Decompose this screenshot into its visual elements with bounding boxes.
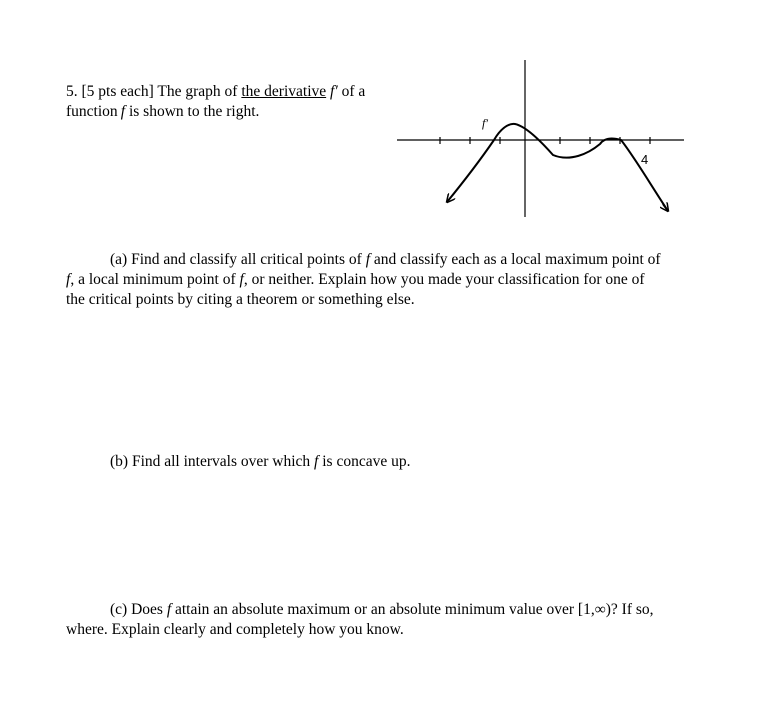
part-a-line2-end: , or neither. Explain how you made your classification for one of [243,271,645,288]
f-symbol: f [166,601,172,618]
intro-line2: function [66,103,118,120]
f-prime-symbol: f′ [330,83,338,100]
f-symbol: f [66,271,71,288]
curve-label: f′ [482,116,488,130]
part-b-text-end: is concave up. [322,453,411,470]
f-symbol: f [314,453,319,470]
interval: [1,∞) [577,601,611,618]
part-b-text: (b) Find all intervals over which [110,453,311,470]
intro-line2-end: is shown to the right. [128,103,260,120]
derivative-phrase: the derivative [241,83,327,100]
part-c-line1: (c) Does [110,601,163,618]
part-a [66,250,661,310]
part-c-line1-end: ? If so, [610,601,654,618]
part-c [66,600,654,640]
part-a-line1: (a) Find and classify all critical points of [110,251,362,268]
part-a-line1-end: and classify each as a local maximum point of [373,251,661,268]
part-a-line3: the critical points by citing a theorem or something else. [66,291,415,308]
part-b [110,452,410,472]
part-c-line1-mid: attain an absolute maximum or an absolute minimum value over [175,601,575,618]
f-prime-curve-left [447,140,494,202]
problem-points: [5 pts each] [81,83,154,100]
f-prime-curve-right-end [663,204,668,211]
intro-text-end: of a [341,83,366,100]
intro-text: The graph of [157,83,238,100]
f-symbol: f [365,251,370,268]
part-c-line2: where. Explain clearly and completely how you know. [66,621,404,638]
f-symbol: f [239,271,244,288]
problem-statement [66,82,365,122]
problem-number: 5. [66,83,78,100]
f-symbol: f [120,103,126,120]
part-a-line2: , a local minimum point of [70,271,236,288]
derivative-graph [395,58,690,220]
tick-label-4: 4 [641,152,649,167]
